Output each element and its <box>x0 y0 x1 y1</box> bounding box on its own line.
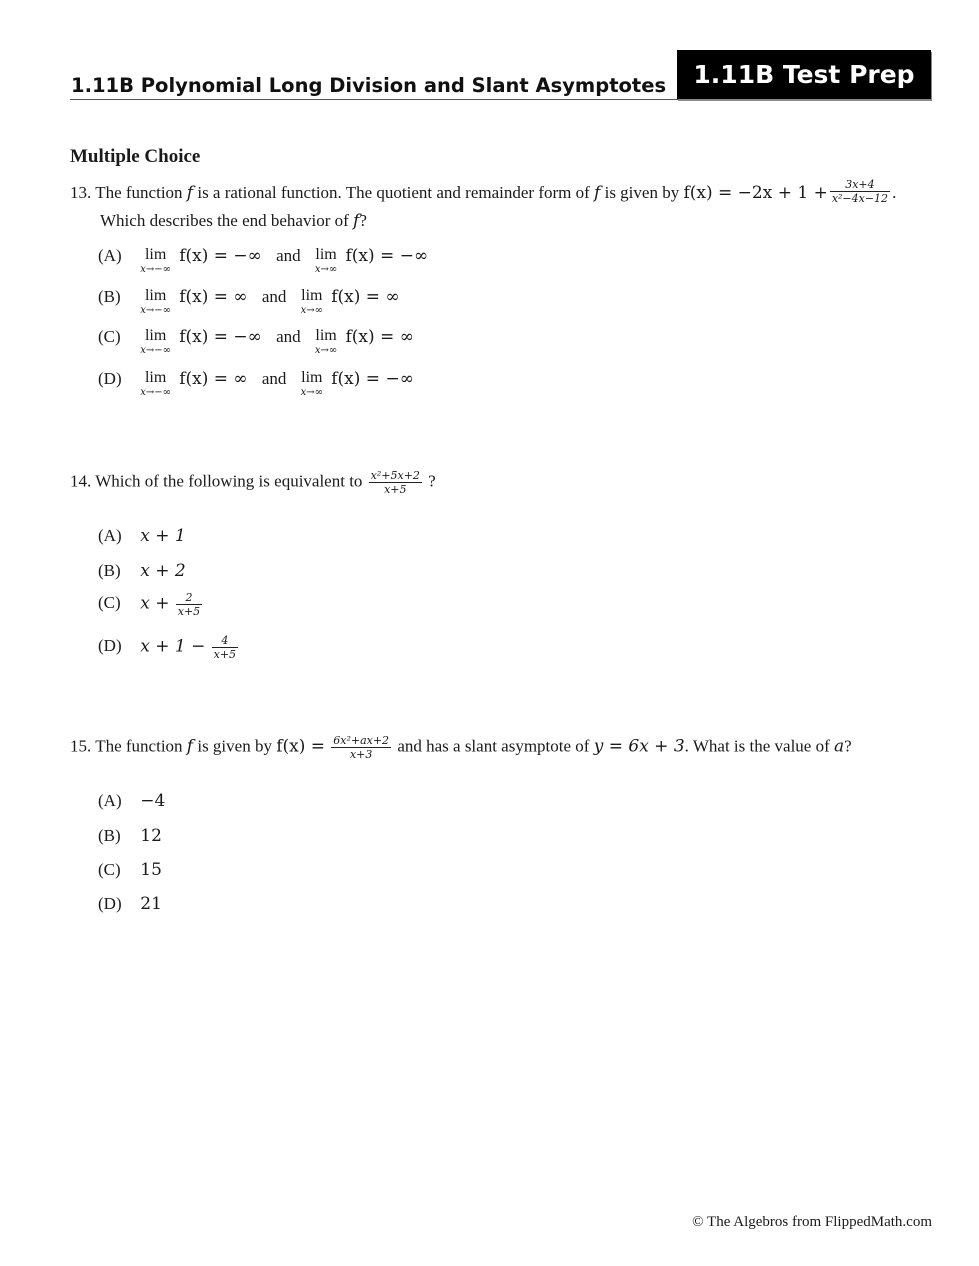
q13-choice-d[interactable] <box>98 369 414 398</box>
limit-left-value: f(x) = −∞ <box>179 327 262 347</box>
q14-text: Which of the following is equivalent to <box>95 471 363 491</box>
choice-fraction: $\frac{4}{x+5}$ <box>213 634 237 661</box>
limit-right: lim x→∞ <box>314 246 338 275</box>
q15-f: f <box>186 736 194 757</box>
q15-choice-b[interactable] <box>98 826 162 846</box>
q15-frac-den: x+3 <box>349 748 373 761</box>
q14-fraction <box>369 469 422 496</box>
limit-left-value: f(x) = ∞ <box>179 287 248 307</box>
q13-period: . <box>892 183 897 202</box>
copyright-footer: © The Algebros from FlippedMath.com <box>692 1214 932 1230</box>
q15-choice-d[interactable] <box>98 894 162 914</box>
q15-frac-num: 6x²+ax+2 <box>333 734 390 747</box>
q13-frac-den: x²−4x−12 <box>831 191 889 205</box>
q13-choice-b[interactable] <box>98 287 400 316</box>
q13-choice-a[interactable] <box>98 246 428 275</box>
q14-frac-num: x²+5x+2 <box>370 469 420 482</box>
choice-label: (A) <box>98 246 122 265</box>
choice-label: (A) <box>98 791 122 810</box>
choice-value: 21 <box>140 894 162 914</box>
q14-choice-c[interactable] <box>98 591 204 618</box>
choice-value: x + <box>140 593 170 614</box>
q13-text-c: is given by <box>604 183 680 202</box>
limit-right: lim x→∞ <box>314 327 338 356</box>
q13-expr: f(x) = −2x + 1 + <box>683 183 828 203</box>
choice-value: 15 <box>140 860 162 880</box>
q14-stem <box>70 469 436 496</box>
q15-expr: f(x) = <box>276 736 325 757</box>
q14-number: 14. <box>70 471 92 491</box>
limit-right-value: f(x) = ∞ <box>345 327 414 347</box>
q13-fraction <box>830 178 890 205</box>
choice-fraction: $\frac{2}{x+5}$ <box>177 591 201 618</box>
choice-value: x + 1 − <box>140 636 206 657</box>
limit-left-value: f(x) = ∞ <box>179 369 248 389</box>
q15-asymptote: y = 6x + 3 <box>593 736 685 757</box>
q15-choice-c[interactable] <box>98 860 162 880</box>
q13-f-2: f <box>594 183 601 203</box>
and-word: and <box>261 287 287 306</box>
and-word: and <box>276 327 301 346</box>
choice-label: (C) <box>98 327 121 346</box>
q13-f: f <box>186 183 194 203</box>
q13-text-a: The function <box>95 183 183 202</box>
choice-label: (D) <box>98 894 122 913</box>
q14-choice-b[interactable] <box>98 561 186 581</box>
q15-text-b: is given by <box>197 736 272 756</box>
limit-right: lim x→∞ <box>300 287 323 316</box>
choice-value: 12 <box>140 826 162 846</box>
limit-right-value: f(x) = ∞ <box>331 287 400 307</box>
choice-label: (A) <box>98 526 122 545</box>
choice-label: (B) <box>98 561 121 580</box>
limit-left-value: f(x) = −∞ <box>179 246 262 266</box>
q13-line1 <box>70 177 897 205</box>
q13-choice-c[interactable] <box>98 327 414 356</box>
q14-choice-d[interactable] <box>98 634 240 661</box>
limit-left: lim x→−∞ <box>140 327 171 356</box>
q14-frac-den: x+5 <box>384 483 407 496</box>
q15-question-mark: ? <box>844 736 852 756</box>
and-word: and <box>261 369 287 388</box>
choice-label: (D) <box>98 636 122 656</box>
q13-text-b: is a rational function. The quotient and remainder form of <box>197 183 590 202</box>
title-underline <box>70 99 931 100</box>
q15-text-c: and has a slant asymptote of <box>397 736 590 756</box>
limit-left: lim x→−∞ <box>140 246 171 275</box>
limit-left: lim x→−∞ <box>140 287 171 316</box>
q13-f-3: f <box>353 211 360 231</box>
q15-number: 15. <box>70 736 92 756</box>
choice-label: (C) <box>98 593 121 613</box>
limit-right-value: f(x) = −∞ <box>345 246 429 266</box>
section-title: Multiple Choice <box>70 146 201 167</box>
choice-label: (D) <box>98 369 122 388</box>
limit-right: lim x→∞ <box>300 369 323 398</box>
q13-frac-num: 3x+4 <box>830 178 890 192</box>
choice-label: (C) <box>98 860 121 879</box>
test-prep-badge: 1.11B Test Prep <box>677 50 931 99</box>
q15-fraction <box>331 734 391 761</box>
q14-question-mark: ? <box>428 471 436 491</box>
q13-line2 <box>100 211 367 231</box>
limit-left: lim x→−∞ <box>140 369 171 398</box>
and-word: and <box>276 246 301 265</box>
page-title: 1.11B Polynomial Long Division and Slant Asymptotes <box>71 74 667 97</box>
q15-choice-a[interactable] <box>98 791 165 811</box>
choice-label: (B) <box>98 287 121 306</box>
q13-number: 13. <box>70 183 92 202</box>
choice-value: −4 <box>140 791 166 811</box>
q15-text-a: The function <box>95 736 183 756</box>
q15-text-d: . What is the value of <box>684 736 830 756</box>
choice-label: (B) <box>98 826 121 845</box>
choice-value: x + 1 <box>140 526 186 546</box>
limit-right-value: f(x) = −∞ <box>331 369 414 389</box>
q13-line2-text: Which describes the end behavior of <box>100 211 349 230</box>
q15-stem <box>70 734 852 761</box>
q13-question-mark: ? <box>359 211 367 230</box>
q15-var: a <box>834 736 845 757</box>
choice-value: x + 2 <box>140 561 186 581</box>
q14-choice-a[interactable] <box>98 526 186 546</box>
